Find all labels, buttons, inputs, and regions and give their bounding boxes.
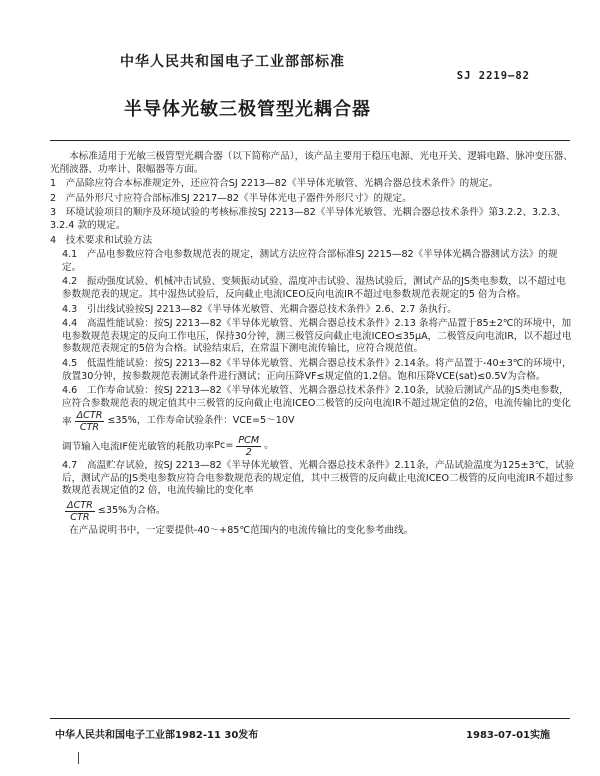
issue-date: 中华人民共和国电子工业部1982-11 30发布 bbox=[55, 730, 259, 741]
ctr-numerator: ΔCTR bbox=[76, 410, 103, 422]
footer-rule bbox=[50, 718, 570, 719]
power-formula-text: 调节输入电流IF使光敏管的耗散功率 bbox=[62, 441, 215, 453]
clause-4-7-text: 4.7 高温贮存试验，按SJ 2213—82《半导体光敏管、光耦合器总技术条件》2.11条，产品试验温度为125±3℃，试验后，测试产品的JS类电参数应符合电参数规范表的规定值，其中三极管的反向截止电流ICEO二极管的反向电流IR不超过参数规范表规定值的2 倍，电流传输比的变化率 bbox=[62, 460, 575, 497]
effective-date: 1983-07-01实施 bbox=[466, 730, 550, 741]
document-body bbox=[50, 151, 575, 540]
clause-4-5: 4.5 低温性能试验：按SJ 2213—82《半导体光敏管、光耦合器总技术条件》2.14条。将产品置于-40±3℃的环境中，放置30分钟，按参数规范表测试条件进行测试；正向压降VF≤规定值的1.2倍。饱和压降VCE(sat)≤0.5V为合格。 bbox=[62, 357, 572, 382]
pc-fraction bbox=[236, 435, 261, 458]
pc-label: Pc= bbox=[214, 440, 234, 452]
closing-paragraph: 在产品说明书中，一定要提供-40～+85℃范围内的电流传输比的变化参考曲线。 bbox=[69, 525, 414, 537]
clause-4-3: 4.3 引出线试验按SJ 2213—82《半导体光敏管、光耦合器总技术条件》2.6、2.7 条执行。 bbox=[62, 303, 457, 315]
ctr-denominator: CTR bbox=[79, 422, 100, 434]
ctr-denominator-2: CTR bbox=[70, 512, 90, 524]
page-mark bbox=[78, 752, 79, 764]
clause-3: 3 环境试验项目的顺序及环境试验的考核标准按SJ 2213—82《半导体光敏管、光耦合器总技术条件》第3.2.2、3.2.3、3.2.4 款的规定。 bbox=[50, 207, 567, 231]
pc-numerator: PCM bbox=[238, 435, 260, 447]
clause-4-7-tail: ≤35%为合格。 bbox=[97, 505, 166, 517]
clause-4: 4 技术要求和试验方法 bbox=[50, 234, 153, 246]
clause-4-6-tail: ≤35%，工作寿命试验条件：VCE=5～10V bbox=[107, 415, 295, 427]
clause-4-4: 4.4 高温性能试验：按SJ 2213—82《半导体光敏管、光耦合器总技术条件》2.13 条将产品置于85±2℃的环境中，加电参数规范表规定的反向工作电压，保持30分钟，测三极管反向截止电流ICEO≤35μA，二极管反向电流IR，以不超过电参数规范表规定的5倍为合格。试验结束后，在常温下测电流传输比，应符合规范值。 bbox=[62, 318, 572, 355]
pc-denominator: 2 bbox=[245, 447, 252, 459]
clause-4-1: 4.1 产品电参数应符合电参数规范表的规定，测试方法应符合部标准SJ 2215—82《半导体光耦合器测试方法》的规定。 bbox=[62, 249, 558, 273]
clause-4-7 bbox=[50, 460, 575, 523]
clause-4-2: 4.2 振动强度试验、机械冲击试验、变频振动试验、温度冲击试验、湿热试验后，测试产品的JS类电参数，以不超过电参数规范表的规定。其中湿热试验后，反向截止电流ICEO反向电流IR不超过电参数规范表规定的5 倍为合格。 bbox=[62, 276, 566, 300]
ctr-formula-line bbox=[62, 500, 575, 523]
header-rule bbox=[50, 140, 570, 141]
intro-paragraph: 本标准适用于光敏三极管型光耦合器（以下简称产品），该产品主要用于稳压电源、光电开关、逻辑电路、脉冲变压器、光削波器、功率计、限幅器等方面。 bbox=[50, 151, 573, 175]
ministry-heading: 中华人民共和国电子工业部部标准 bbox=[120, 54, 345, 70]
power-formula-line bbox=[62, 435, 575, 458]
document-title: 半导体光敏三极管型光耦合器 bbox=[124, 99, 371, 120]
power-formula-end: 。 bbox=[264, 440, 274, 452]
ctr-numerator-2: ΔCTR bbox=[67, 500, 93, 512]
clause-4-6 bbox=[50, 385, 575, 458]
standard-code: SJ 2219—82 bbox=[456, 70, 530, 82]
clause-1: 1 产品除应符合本标准规定外，还应符合SJ 2213—82《半导体光敏管、光耦合器总技术条件》的规定。 bbox=[50, 178, 499, 190]
clause-4-6-text: 4.6 工作寿命试验：按SJ 2213—82《半导体光敏管、光耦合器总技术条件》2.10条，试验后测试产品的JS类电参数，应符合参数规范表的规定值其中三极管的反向截止电流ICEO二极管的反向电流IR不超过规定值的2倍，电流传输比的变化率 bbox=[62, 385, 571, 428]
ctr-fraction-2 bbox=[65, 500, 95, 523]
ctr-fraction bbox=[75, 410, 105, 433]
clause-2: 2 产品外形尺寸应符合部标准SJ 2217—82《半导体光电子器件外形尺寸》的规定。 bbox=[50, 192, 412, 204]
